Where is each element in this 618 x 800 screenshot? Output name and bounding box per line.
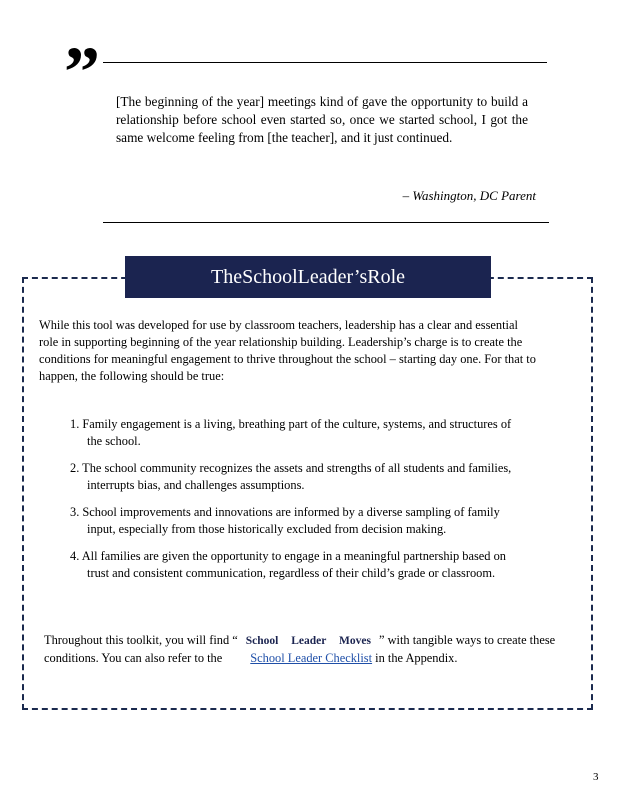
list-item: 4. All families are given the opportunity to engage in a meaningful partnership based on trust and consistent communication, regardless of their child’s grade or classroom. <box>70 549 506 580</box>
school-leader-checklist-link[interactable]: School Leader Checklist <box>250 651 373 665</box>
conditions-list <box>70 416 520 592</box>
quote-attribution: – Washington, DC Parent <box>402 188 536 203</box>
quote-top-divider <box>103 62 547 63</box>
list-item: 1. Family engagement is a living, breathing part of the culture, systems, and structures of the school. <box>70 417 512 448</box>
outro-text-end: in the Appendix. <box>372 651 458 665</box>
outro-paragraph <box>44 632 564 667</box>
section-heading: TheSchoolLeader’sRole <box>125 256 491 298</box>
school-leader-moves-label: School Leader Moves <box>245 635 371 647</box>
quote-bottom-divider <box>103 222 549 223</box>
outro-text-middle: ” with tangible ways to create these conditions. You can also refer to the <box>44 633 556 665</box>
intro-paragraph: While this tool was developed for use by classroom teachers, leadership has a clear and essential role in supporting beginning of the year relationship building. Leadership’s charge is to create the conditions for meaningful engagement to thrive throughout the school – starting day one. For that to happen, the following should be true: <box>39 318 536 383</box>
list-item: 3. School improvements and innovations are informed by a diverse sampling of family input, especially from those historically excluded from decision making. <box>70 505 500 536</box>
page-number: 3 <box>593 771 599 783</box>
quote-text: [The beginning of the year] meetings kind of gave the opportunity to build a relationship before school even started so, once we started school, I got the same welcome feeling from [the teacher], and it just continued. <box>116 94 528 145</box>
quotation-mark-icon: ” <box>64 32 96 112</box>
outro-text-start: Throughout this toolkit, you will find “ <box>44 633 238 647</box>
list-item: 2. The school community recognizes the assets and strengths of all students and families, interrupts bias, and challenges assumptions. <box>70 461 512 492</box>
